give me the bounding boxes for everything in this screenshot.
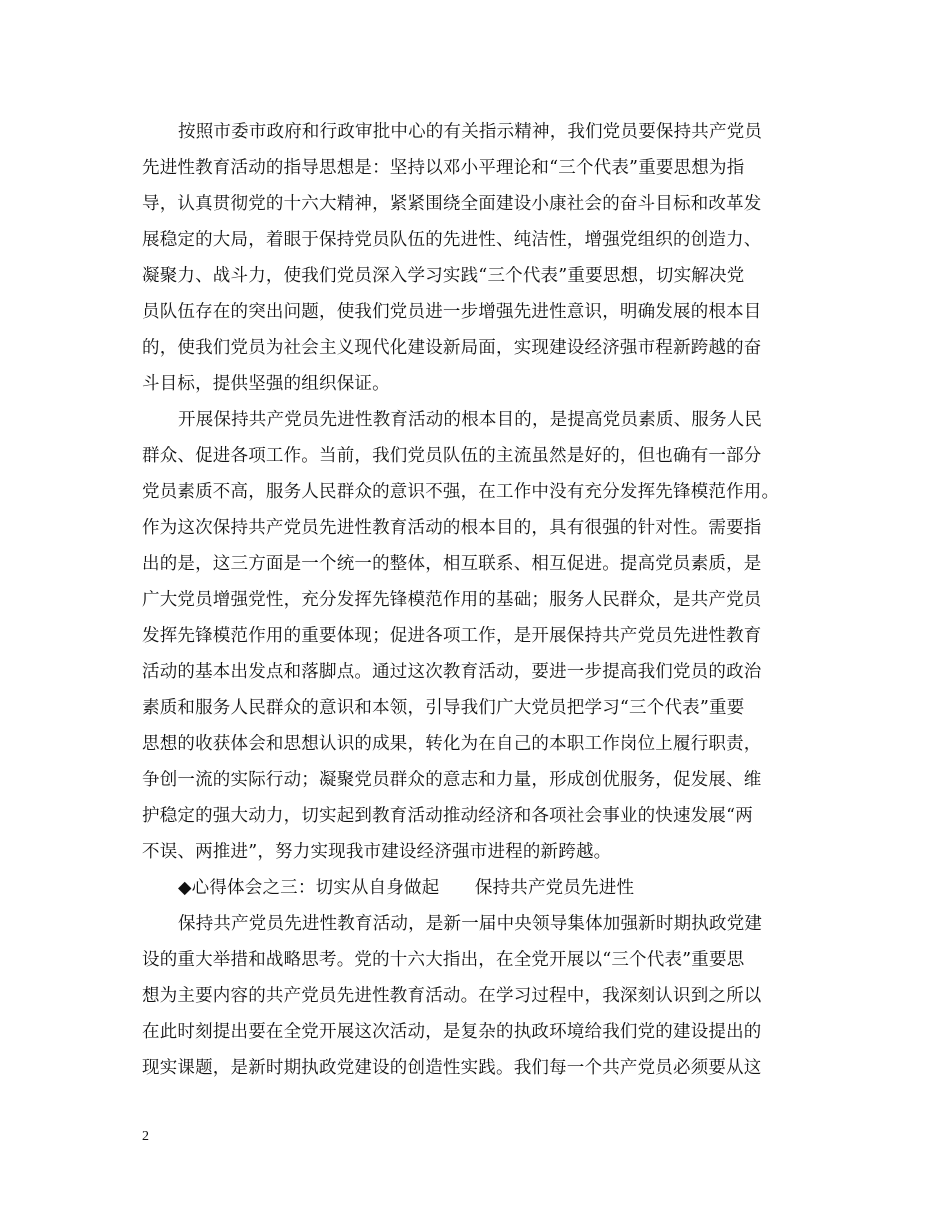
text-line: 设的重大举措和战略思考。党的十六大指出，在全党开展以“三个代表”重要思	[142, 950, 745, 970]
text-line: 出的是，这三方面是一个统一的整体，相互联系、相互促进。提高党员素质，是	[142, 554, 762, 574]
document-body	[142, 114, 810, 1086]
text-line: 发挥先锋模范作用的重要体现；促进各项工作，是开展保持共产党员先进性教育	[142, 626, 762, 646]
text-line: 想为主要内容的共产党员先进性教育活动。在学习过程中，我深刻认识到之所以	[142, 986, 762, 1006]
text-line: 现实课题，是新时期执政党建设的创造性实践。我们每一个共产党员必须要从这	[142, 1058, 762, 1078]
text-line: 党员素质不高，服务人民群众的意识不强，在工作中没有充分发挥先锋模范作用。	[142, 482, 780, 502]
text-line: 按照市委市政府和行政审批中心的有关指示精神，我们党员要保持共产党员	[178, 122, 763, 142]
text-line: ◆心得体会之三：切实从自身做起 保持共产党员先进性	[178, 878, 635, 898]
text-line: 凝聚力、战斗力，使我们党员深入学习实践“三个代表”重要思想，切实解决党	[142, 266, 745, 286]
text-line: 思想的收获体会和思想认识的成果，转化为在自己的本职工作岗位上履行职责，	[142, 734, 762, 754]
text-line: 的，使我们党员为社会主义现代化建设新局面，实现建设经济强市程新跨越的奋	[142, 338, 762, 358]
text-line: 活动的基本出发点和落脚点。通过这次教育活动，要进一步提高我们党员的政治	[142, 662, 762, 682]
text-line: 在此时刻提出要在全党开展这次活动，是复杂的执政环境给我们党的建设提出的	[142, 1022, 762, 1042]
text-line: 斗目标，提供坚强的组织保证。	[142, 374, 390, 394]
text-line: 不误、两推进”，努力实现我市建设经济强市进程的新跨越。	[142, 842, 612, 862]
text-line: 保持共产党员先进性教育活动，是新一届中央领导集体加强新时期执政党建	[178, 914, 763, 934]
text-line: 开展保持共产党员先进性教育活动的根本目的，是提高党员素质、服务人民	[178, 410, 763, 430]
text-line: 广大党员增强党性，充分发挥先锋模范作用的基础；服务人民群众，是共产党员	[142, 590, 762, 610]
text-line: 争创一流的实际行动；凝聚党员群众的意志和力量，形成创优服务，促发展、维	[142, 770, 762, 790]
text-line: 导，认真贯彻党的十六大精神，紧紧围绕全面建设小康社会的奋斗目标和改革发	[142, 194, 762, 214]
text-line: 护稳定的强大动力，切实起到教育活动推动经济和各项社会事业的快速发展“两	[142, 806, 753, 826]
text-line: 作为这次保持共产党员先进性教育活动的根本目的，具有很强的针对性。需要指	[142, 518, 762, 538]
page-number: 2	[142, 1129, 149, 1144]
text-line: 展稳定的大局，着眼于保持党员队伍的先进性、纯洁性，增强党组织的创造力、	[142, 230, 762, 250]
text-line: 先进性教育活动的指导思想是：坚持以邓小平理论和“三个代表”重要思想为指	[142, 158, 745, 178]
text-line: 员队伍存在的突出问题，使我们党员进一步增强先进性意识，明确发展的根本目	[142, 302, 762, 322]
text-line: 素质和服务人民群众的意识和本领，引导我们广大党员把学习“三个代表”重要	[142, 698, 745, 718]
text-line: 群众、促进各项工作。当前，我们党员队伍的主流虽然是好的，但也确有一部分	[142, 446, 762, 466]
